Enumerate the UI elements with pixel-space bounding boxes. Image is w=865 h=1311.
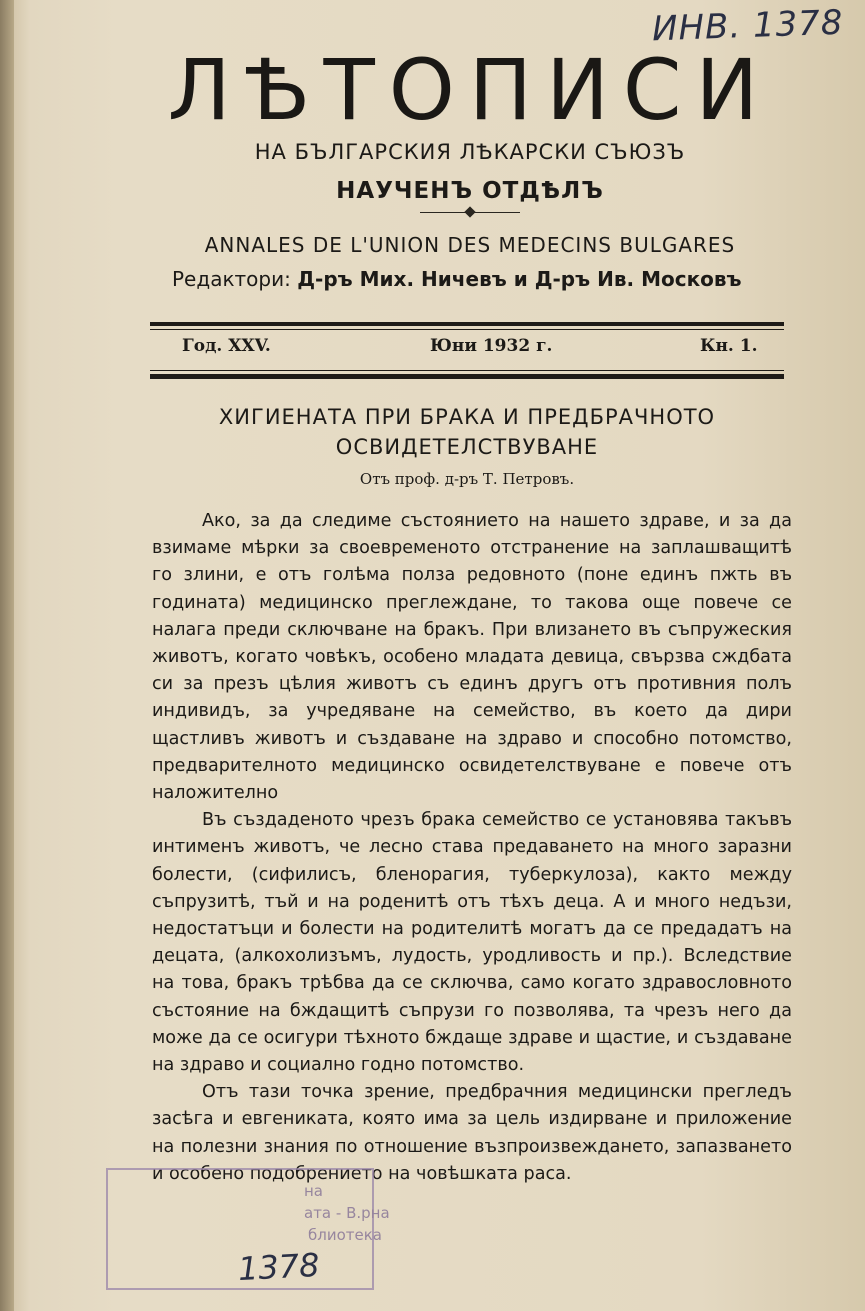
issue-date: Юни 1932 г. xyxy=(430,336,553,356)
issue-rule-thin xyxy=(150,370,784,371)
stamp-line-2: ата - В.рна xyxy=(304,1204,390,1222)
journal-title: ЛѢТОПИСИ xyxy=(167,41,773,139)
ornament-divider xyxy=(420,212,520,213)
header-rule-thick xyxy=(150,322,784,326)
issue-rule-thick xyxy=(150,374,784,379)
editors-label: Редактори: xyxy=(172,267,291,291)
handwritten-inventory-number: ИНВ. 1378 xyxy=(651,2,845,50)
masthead xyxy=(150,40,790,291)
book-spine-shadow xyxy=(0,0,14,1311)
paragraph: Въ създаденото чрезъ брака семейство се установява такъвъ интименъ животъ, че лесно става предаването на много заразни болести, (сифилисъ, бленорагия, туберкулоза), както между съпрузитѣ, тъй и на роденитѣ отъ тѣхъ деца. А и много недъзи, недостатъци и болести на родителитѣ могатъ да се предадатъ на децата, (алкохолизъмъ, лудость, уродливость и пр.). Вследствие на това, бракъ трѣбва да се сключва, само когато здравословното състояние на бждащитѣ съпрузи го позволява, та чрезъ него да може да се осигури тѣхното бждаще здраве и щастие, и създаване на здраво и социално годно потомство. xyxy=(152,810,792,1076)
header-rule-thin xyxy=(150,329,784,330)
article-author: Отъ проф. д-ръ Т. Петровъ. xyxy=(359,470,575,488)
section-title: НАУЧЕНЪ ОТДѢЛЪ xyxy=(336,178,604,204)
issue-book: Кн. 1. xyxy=(700,336,758,356)
article-title xyxy=(150,402,784,462)
stamp-line-3: блиотека xyxy=(308,1226,382,1244)
paragraph: Ако, за да следиме състоянието на нашето здраве, и за да взимаме мѣрки за своевременото отстранение на заплашващитѣ го злини, е отъ голѣма полза редовното (поне единъ пжть въ годината) медицинско преглеждане, то такова още повече се налага преди сключване на бракъ. При влизането въ съпружеския животъ, когато човѣкъ, особено младата девица, свързва сждбата си за презъ цѣлия животъ съ единъ другъ отъ противния полъ индивидъ, за учредяване на семейство, въ което да дири щастливъ животъ и създаване на здраво и способно потомство, предварителното медицинско освидетелствуване е повече отъ наложително xyxy=(152,511,792,804)
paragraph: Отъ тази точка зрение, предбрачния медицински прегледъ засѣга и евгениката, която има за цель издирване и приложение на полезни знания по отношение възпроизвеждането, запазването и особено подобрението на човѣшката раса. xyxy=(152,1082,792,1184)
article-body xyxy=(152,508,792,1188)
stamp-handwritten-number: 1378 xyxy=(237,1245,321,1289)
issue-year: Год. XXV. xyxy=(182,336,271,356)
journal-subtitle: НА БЪЛГАРСКИЯ ЛѢКАРСКИ СЪЮЗЪ xyxy=(254,140,686,164)
editors-names: Д-ръ Мих. Ничевъ и Д-ръ Ив. Московъ xyxy=(297,267,742,291)
french-title: ANNALES DE L'UNION DES MEDECINS BULGARES xyxy=(204,233,736,257)
editors-line xyxy=(150,267,790,291)
article-title-line-2: ОСВИДЕТЕЛСТВУВАНЕ xyxy=(335,435,599,459)
stamp-line-1: на xyxy=(304,1182,323,1200)
article-title-line-1: ХИГИЕНАТА ПРИ БРАКА И ПРЕДБРАЧНОТО xyxy=(218,405,716,429)
